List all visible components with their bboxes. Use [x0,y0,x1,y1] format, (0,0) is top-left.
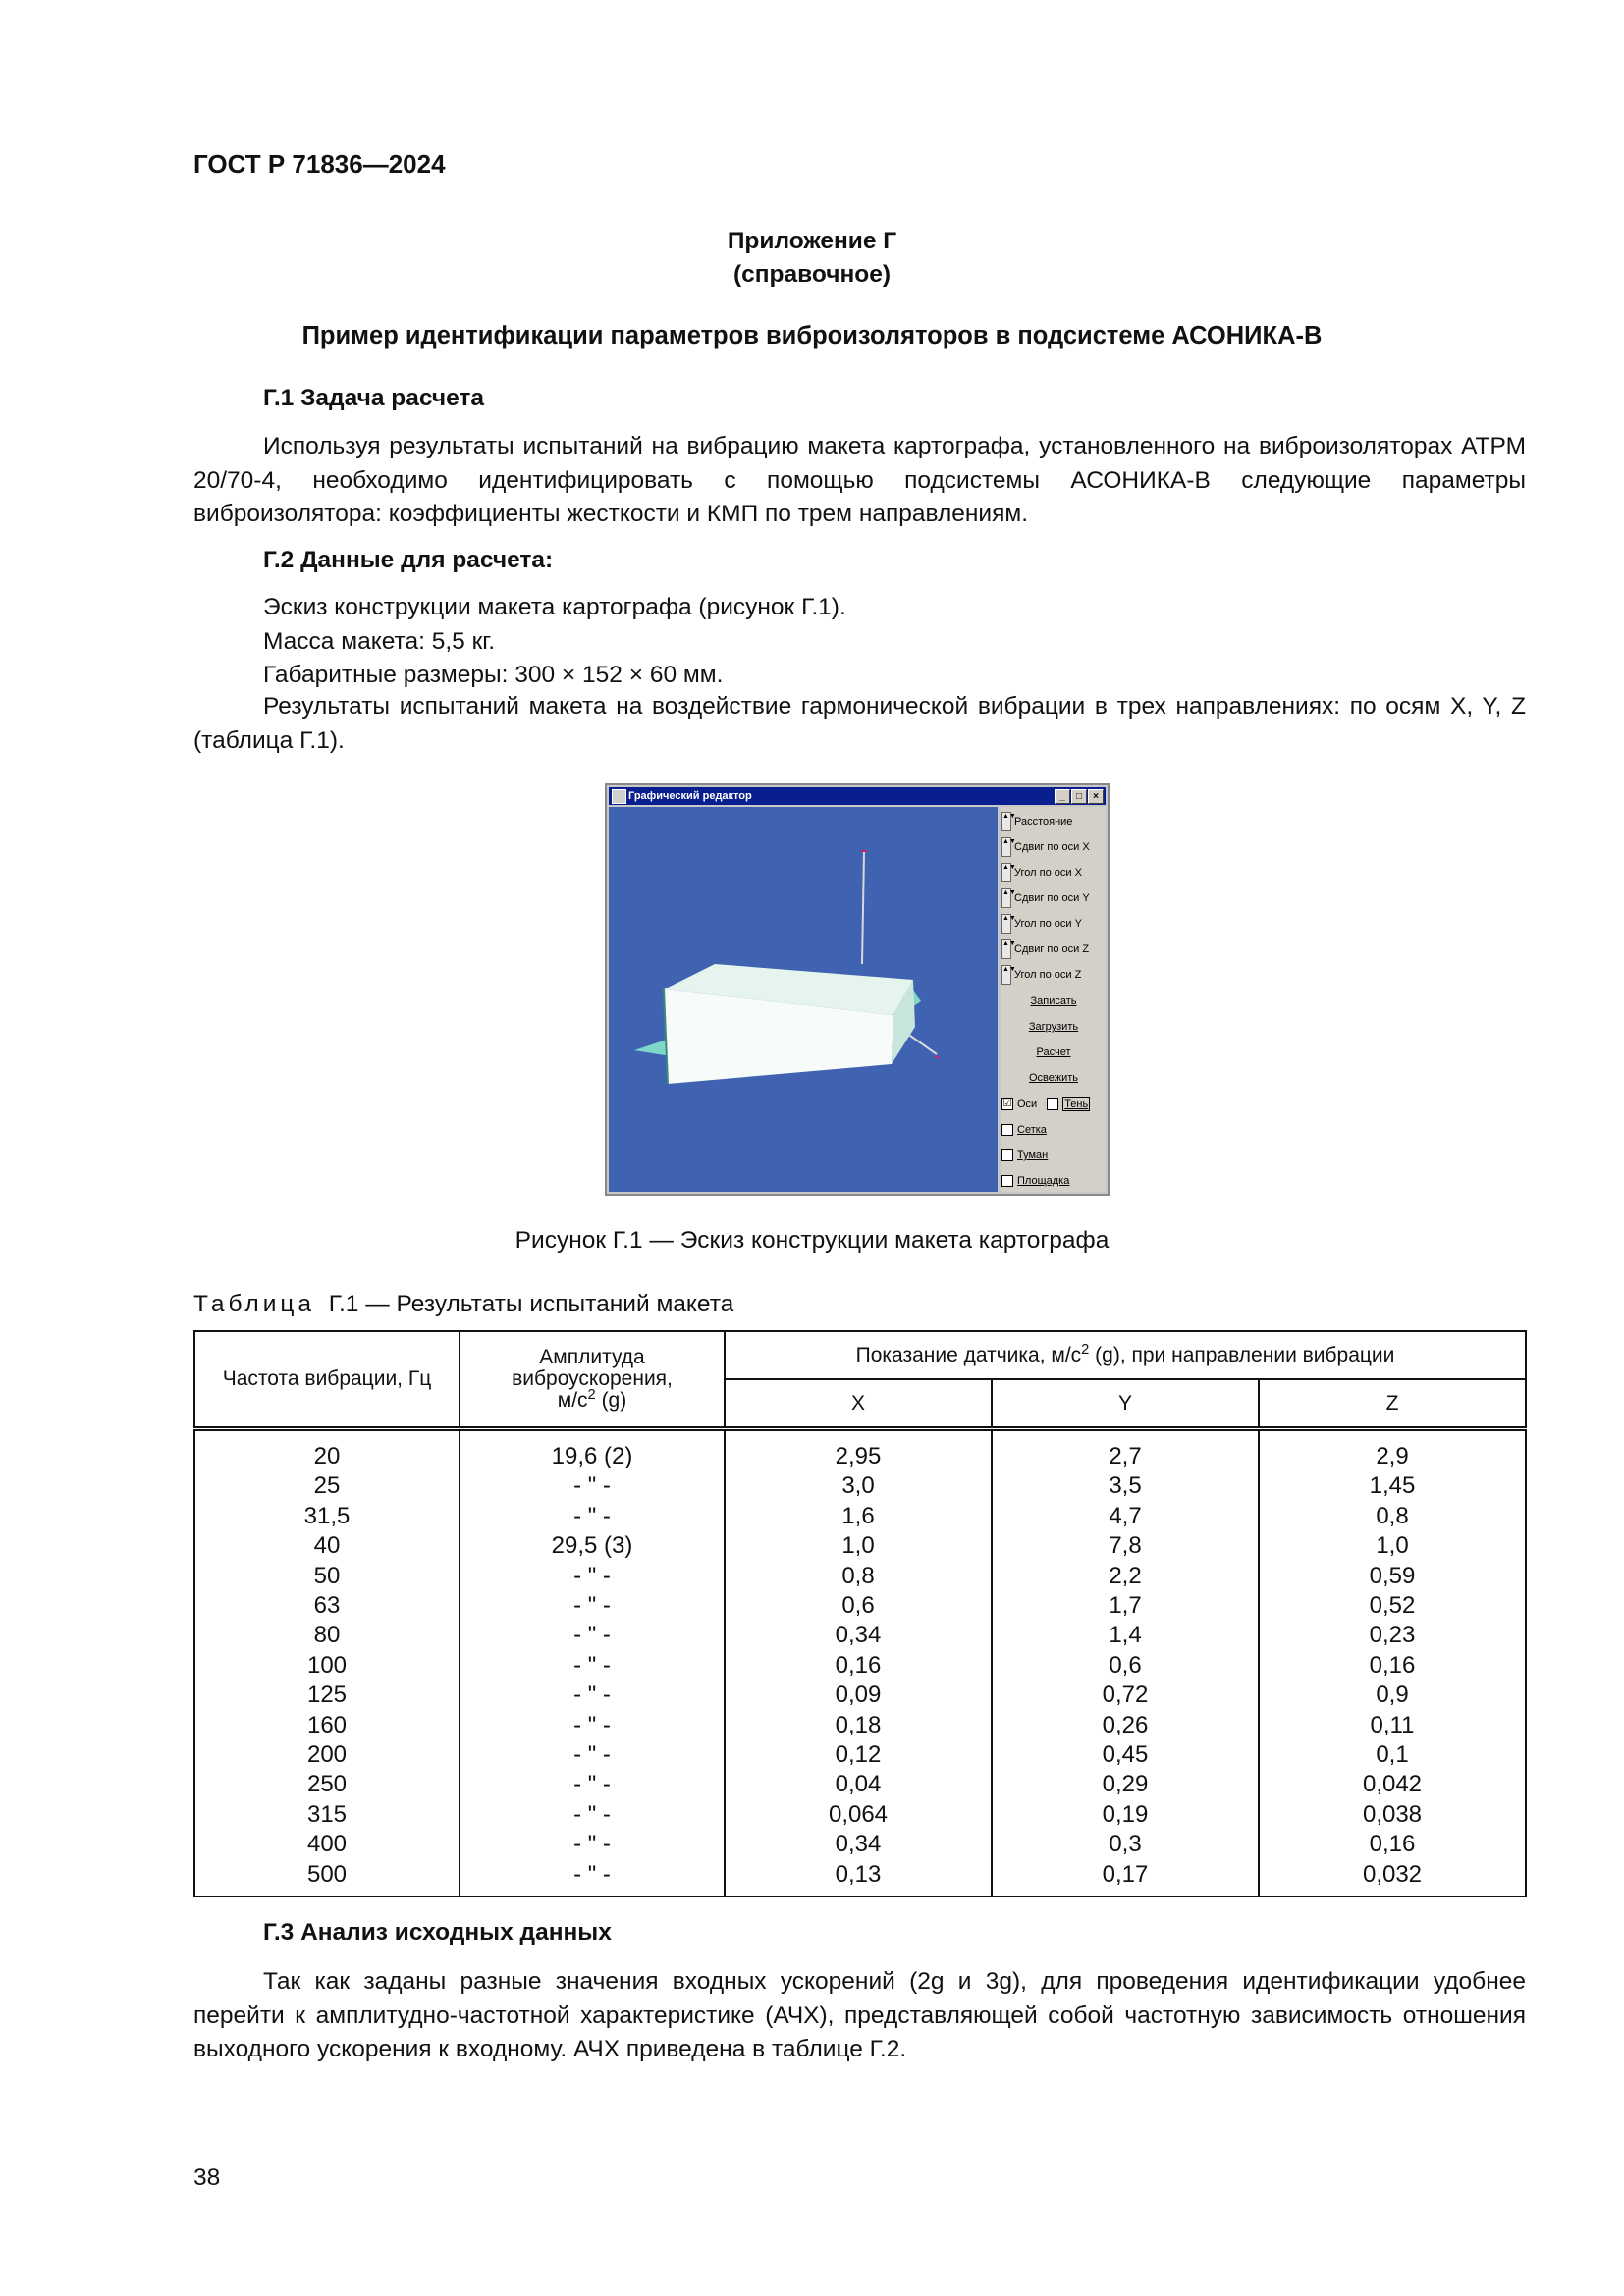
refresh-button[interactable]: Освежить [1028,1072,1079,1084]
table-caption-word: Таблица [193,1291,316,1317]
cell-amplitude: - " - [460,1800,725,1830]
cell-y: 1,4 [992,1621,1259,1650]
cell-frequency: 200 [194,1740,460,1770]
cell-frequency: 20 [194,1429,460,1472]
cell-y: 2,7 [992,1429,1259,1472]
table-row [194,1681,1526,1710]
maximize-button[interactable]: □ [1071,789,1087,804]
cell-amplitude: - " - [460,1830,725,1859]
sensor-header-text-rest: (g), при направлении вибрации [1095,1343,1395,1366]
cell-frequency: 400 [194,1830,460,1859]
cell-y: 2,2 [992,1562,1259,1591]
cell-amplitude: - " - [460,1621,725,1650]
cell-z: 0,16 [1259,1830,1526,1859]
section-g1-text [193,430,1526,532]
calculate-button[interactable]: Расчет [1036,1046,1071,1058]
superscript: 2 [1081,1341,1090,1358]
superscript: 2 [587,1387,596,1403]
cell-y: 0,45 [992,1740,1259,1770]
table-row [194,1740,1526,1770]
cell-y: 7,8 [992,1531,1259,1561]
cell-z: 1,45 [1259,1471,1526,1501]
cell-z: 2,9 [1259,1429,1526,1472]
load-button[interactable]: Загрузить [1028,1021,1079,1033]
cell-z: 0,032 [1259,1860,1526,1896]
cell-y: 0,19 [992,1800,1259,1830]
window-title: Графический редактор [628,790,752,802]
checkbox-grid[interactable] [1001,1119,1047,1141]
section-g2-line2: Масса макета: 5,5 кг. [263,628,496,655]
cell-z: 0,23 [1259,1621,1526,1650]
cell-amplitude: - " - [460,1591,725,1621]
spin-arrows-icon[interactable]: ▲▼ [1001,837,1011,857]
spin-shift-z[interactable] [1001,938,1089,960]
table-row [194,1562,1526,1591]
cell-x: 0,16 [725,1651,992,1681]
cell-amplitude: - " - [460,1860,725,1896]
table-caption-text: Г.1 — Результаты испытаний макета [328,1291,734,1317]
spin-arrows-icon[interactable]: ▲▼ [1001,965,1011,985]
appendix-kind: (справочное) [732,261,892,288]
cell-x: 0,34 [725,1621,992,1650]
spin-distance[interactable] [1001,811,1072,832]
cell-z: 0,9 [1259,1681,1526,1710]
table-row [194,1711,1526,1740]
appendix-heading: Пример идентификации параметров виброизоляторов в подсистеме АСОНИКА-В [301,322,1323,349]
table-caption [193,1291,733,1318]
sensor-header-text: Показание датчика, м/с [855,1343,1082,1366]
checkbox-box[interactable] [1001,1175,1013,1187]
cell-z: 0,8 [1259,1502,1526,1531]
table-row [194,1860,1526,1896]
checkbox-axes[interactable] [1001,1094,1090,1115]
cell-x: 2,95 [725,1429,992,1472]
figure-caption: Рисунок Г.1 — Эскиз конструкции макета картографа [514,1227,1110,1254]
results-table [193,1330,1527,1897]
cell-x: 0,18 [725,1711,992,1740]
cell-x: 0,12 [725,1740,992,1770]
table-row [194,1591,1526,1621]
cell-z: 0,11 [1259,1711,1526,1740]
spin-label: Сдвиг по оси Z [1014,943,1090,955]
cell-amplitude: - " - [460,1562,725,1591]
spin-label: Сдвиг по оси Y [1014,892,1090,904]
close-button[interactable]: × [1088,789,1104,804]
table-row [194,1770,1526,1799]
cell-frequency: 125 [194,1681,460,1710]
cell-x: 1,0 [725,1531,992,1561]
col-amplitude-header [460,1331,725,1429]
cell-z: 0,52 [1259,1591,1526,1621]
cell-amplitude: - " - [460,1471,725,1501]
cell-z: 0,59 [1259,1562,1526,1591]
save-button[interactable]: Записать [1030,995,1077,1007]
cell-z: 1,0 [1259,1531,1526,1561]
cell-y: 0,72 [992,1681,1259,1710]
checkbox-label: Площадка [1017,1175,1070,1187]
col-x-header: X [725,1379,992,1429]
cell-frequency: 50 [194,1562,460,1591]
cell-frequency: 25 [194,1471,460,1501]
table-row [194,1651,1526,1681]
spin-label: Расстояние [1014,816,1073,828]
spin-arrows-icon[interactable]: ▲▼ [1001,939,1011,959]
section-g1-paragraph: Используя результаты испытаний на вибрацию макета картографа, установленного на виброизоляторах АТРМ 20/70-4, необходимо идентифицировать с помощью подсистемы АСОНИКА-В следующие параметры виброизолятора: коэффициенты жесткости и КМП по трем направлениям. [193,433,1526,527]
window-titlebar [609,787,1106,805]
cell-x: 3,0 [725,1471,992,1501]
cell-amplitude: - " - [460,1502,725,1531]
standard-number: ГОСТ Р 71836—2024 [193,149,446,179]
cell-frequency: 160 [194,1711,460,1740]
cell-frequency: 40 [194,1531,460,1561]
cell-y: 0,29 [992,1770,1259,1799]
cell-y: 1,7 [992,1591,1259,1621]
col-z-header: Z [1259,1379,1526,1429]
page-number: 38 [193,2164,221,2191]
cell-amplitude: - " - [460,1770,725,1799]
axis-x-tip [935,1056,939,1058]
axis-z-line [862,852,864,964]
cell-amplitude: - " - [460,1740,725,1770]
cell-x: 0,13 [725,1860,992,1896]
cell-x: 0,064 [725,1800,992,1830]
table-row [194,1429,1526,1472]
cell-y: 0,3 [992,1830,1259,1859]
cell-x: 0,09 [725,1681,992,1710]
cell-amplitude: - " - [460,1681,725,1710]
table-row [194,1800,1526,1830]
cell-frequency: 63 [194,1591,460,1621]
3d-viewport[interactable] [609,807,998,1192]
checkbox-area[interactable] [1001,1170,1069,1192]
checkbox-label: Сетка [1017,1124,1047,1136]
spin-shift-y[interactable] [1001,887,1090,909]
table-row [194,1531,1526,1561]
spin-label: Угол по оси Z [1014,969,1082,981]
table-row [194,1830,1526,1859]
appendix-title: Приложение Г [727,228,897,254]
amplitude-header-g: (g) [601,1389,627,1412]
cell-y: 0,17 [992,1860,1259,1896]
checkbox-fog[interactable] [1001,1145,1048,1166]
minimize-button[interactable]: _ [1055,789,1070,804]
checkbox-label: Туман [1017,1149,1049,1161]
cell-amplitude: 29,5 (3) [460,1531,725,1561]
checkbox-checked-icon[interactable]: ☑ [1002,1098,1012,1109]
spin-label: Угол по оси Y [1014,918,1082,930]
model-render [609,807,998,1192]
cell-frequency: 31,5 [194,1502,460,1531]
section-g2-title: Г.2 Данные для расчета: [263,547,554,573]
cell-amplitude: - " - [460,1711,725,1740]
table-row [194,1621,1526,1650]
col-y-header: Y [992,1379,1259,1429]
cell-y: 0,6 [992,1651,1259,1681]
section-g2-line4 [193,690,1526,758]
cell-frequency: 315 [194,1800,460,1830]
spin-shift-x[interactable] [1001,836,1090,858]
cell-x: 0,04 [725,1770,992,1799]
section-g3-text [193,1965,1526,2067]
spin-angle-x[interactable] [1001,862,1082,883]
cell-frequency: 100 [194,1651,460,1681]
cell-x: 1,6 [725,1502,992,1531]
spin-label: Угол по оси X [1014,867,1082,879]
section-g2-line3: Габаритные размеры: 300 × 152 × 60 мм. [263,662,724,688]
spin-label: Сдвиг по оси X [1014,841,1090,853]
cell-z: 0,038 [1259,1800,1526,1830]
spin-arrows-icon[interactable]: ▲▼ [1001,888,1011,908]
cell-amplitude: 19,6 (2) [460,1429,725,1472]
table-row [194,1502,1526,1531]
cell-x: 0,8 [725,1562,992,1591]
spin-arrows-icon[interactable]: ▲▼ [1001,812,1011,831]
cell-frequency: 500 [194,1860,460,1896]
cell-x: 0,6 [725,1591,992,1621]
cell-z: 0,042 [1259,1770,1526,1799]
cell-frequency: 250 [194,1770,460,1799]
amplitude-header-line1: Амплитуда виброускорения, [512,1346,673,1390]
spin-angle-z[interactable] [1001,964,1081,986]
section-g1-title: Г.1 Задача расчета [263,385,484,411]
cell-amplitude: - " - [460,1651,725,1681]
checkbox-box[interactable] [1001,1149,1013,1161]
control-panel [1001,807,1106,1192]
col-sensor-header [725,1331,1526,1379]
section-g3-paragraph: Так как заданы разные значения входных ускорений (2g и 3g), для проведения идентификации удобнее перейти к амплитудно-частотной характеристике (АЧХ), представляющей собой частотную зависимость отношения выходного ускорения к входному. АЧХ приведена в таблице Г.2. [193,1968,1526,2062]
cell-x: 0,34 [725,1830,992,1859]
spin-arrows-icon[interactable]: ▲▼ [1001,863,1011,882]
cell-z: 0,1 [1259,1740,1526,1770]
checkbox-box[interactable] [1001,1124,1013,1136]
app-icon [612,789,626,804]
cell-y: 3,5 [992,1471,1259,1501]
checkbox-label: Тень [1064,1098,1089,1110]
spin-angle-y[interactable] [1001,913,1082,934]
cell-frequency: 80 [194,1621,460,1650]
checkbox-label: Оси [1017,1098,1038,1110]
cell-y: 0,26 [992,1711,1259,1740]
spin-arrows-icon[interactable]: ▲▼ [1001,914,1011,934]
table-row [194,1471,1526,1501]
figure-graphical-editor [605,783,1110,1196]
cell-y: 4,7 [992,1502,1259,1531]
section-g2-line1: Эскиз конструкции макета картографа (рисунок Г.1). [263,594,846,620]
amplitude-header-unit: м/с [557,1389,588,1412]
cell-z: 0,16 [1259,1651,1526,1681]
checkbox-shadow[interactable] [1047,1098,1058,1110]
col-frequency-header: Частота вибрации, Гц [194,1331,460,1429]
section-g3-title: Г.3 Анализ исходных данных [263,1919,612,1946]
section-g2-paragraph: Результаты испытаний макета на воздействие гармонической вибрации в трех направлениях: по осям X, Y, Z (таблица Г.1). [193,693,1526,754]
